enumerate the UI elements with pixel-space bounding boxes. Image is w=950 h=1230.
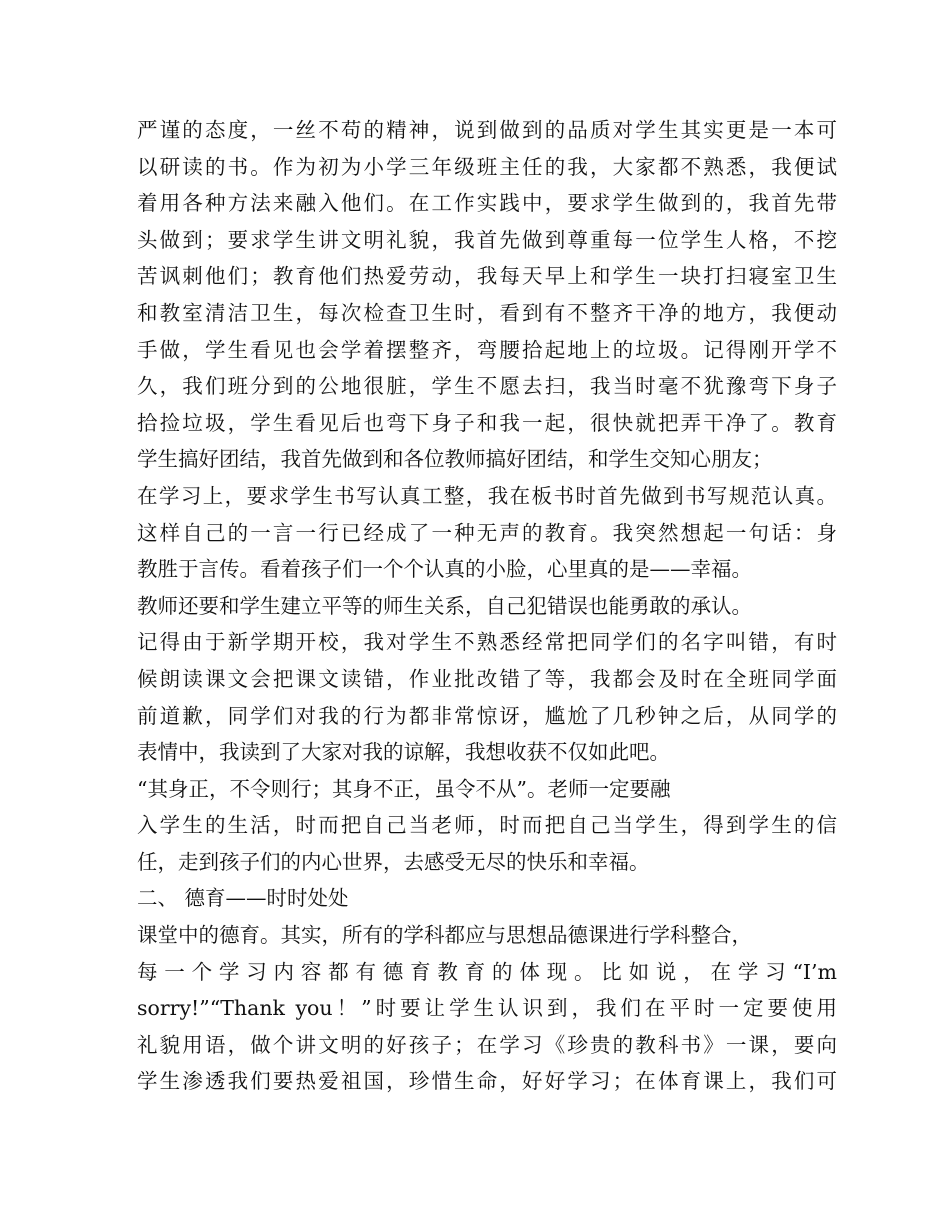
text-line: 任，走到孩子们的内心世界，去感受无尽的快乐和幸福。: [137, 849, 650, 874]
text-line: 入学生的生活，时而把自己当老师，时而把自己当学生，得到学生的信: [137, 813, 837, 838]
section-heading: 二、 德育——时时处处: [137, 886, 349, 911]
text-line: 每一个学习内容都有德育教育的体现。比如说，在学习“I’m: [137, 959, 837, 984]
text-line: 着用各种方法来融入他们。在工作实践中，要求学生做到的，我首先带: [137, 191, 837, 216]
text-line: 前道歉，同学们对我的行为都非常惊讶，尴尬了几秒钟之后，从同学的: [137, 703, 837, 728]
text-line: 严谨的态度，一丝不苟的精神，说到做到的品质对学生其实更是一本可: [137, 118, 837, 142]
text-line: sorry!”“Thank you！”时要让学生认识到，我们在平时一定要使用: [137, 996, 837, 1021]
paragraph-start-line: 教师还要和学生建立平等的师生关系，自己犯错误也能勇敢的承认。: [137, 593, 752, 618]
text-line: 苦讽刺他们；教育他们热爱劳动，我每天早上和学生一块打扫寝室卫生: [137, 264, 837, 289]
paragraph-start-line: 课堂中的德育。其实，所有的学科都应与思想品德课进行学科整合，: [137, 923, 752, 948]
text-line: 候朗读课文会把课文读错，作业批改错了等，我都会及时在全班同学面: [137, 666, 837, 691]
text-line: 礼貌用语，做个讲文明的好孩子；在学习《珍贵的教科书》一课，要向: [137, 1032, 837, 1057]
text-line: 以研读的书。作为初为小学三年级班主任的我，大家都不熟悉，我便试: [137, 154, 837, 179]
text-line: 教胜于言传。看着孩子们一个个认真的小脸，心里真的是——幸福。: [137, 557, 752, 582]
text-line: 在学习上，要求学生书写认真工整，我在板书时首先做到书写规范认真。: [137, 483, 837, 508]
paragraph-start-line: “其身正，不令则行；其身不正，虽令不从”。老师一定要融: [137, 776, 671, 801]
text-line: 表情中，我读到了大家对我的谅解，我想收获不仅如此吧。: [137, 740, 670, 765]
text-line: 这样自己的一言一行已经成了一种无声的教育。我突然想起一句话：身: [137, 520, 837, 545]
body-text: [137, 112, 837, 1100]
text-line: 学生渗透我们要热爱祖国，珍惜生命，好好学习；在体育课上，我们可: [137, 1069, 837, 1094]
text-line: 记得由于新学期开校，我对学生不熟悉经常把同学们的名字叫错，有时: [137, 630, 837, 655]
text-line: 和教室清洁卫生，每次检查卫生时，看到有不整齐干净的地方，我便动: [137, 300, 837, 325]
text-line: 久，我们班分到的公地很脏，学生不愿去扫，我当时毫不犹豫弯下身子: [137, 374, 837, 399]
text-line: 手做，学生看见也会学着摆整齐，弯腰拾起地上的垃圾。记得刚开学不: [137, 337, 837, 362]
text-line: 拾捡垃圾，学生看见后也弯下身子和我一起，很快就把弄干净了。教育: [137, 410, 837, 435]
text-line: 头做到；要求学生讲文明礼貌，我首先做到尊重每一位学生人格，不挖: [137, 227, 837, 252]
text-line: 学生搞好团结，我首先做到和各位教师搞好团结，和学生交知心朋友；: [137, 447, 773, 472]
